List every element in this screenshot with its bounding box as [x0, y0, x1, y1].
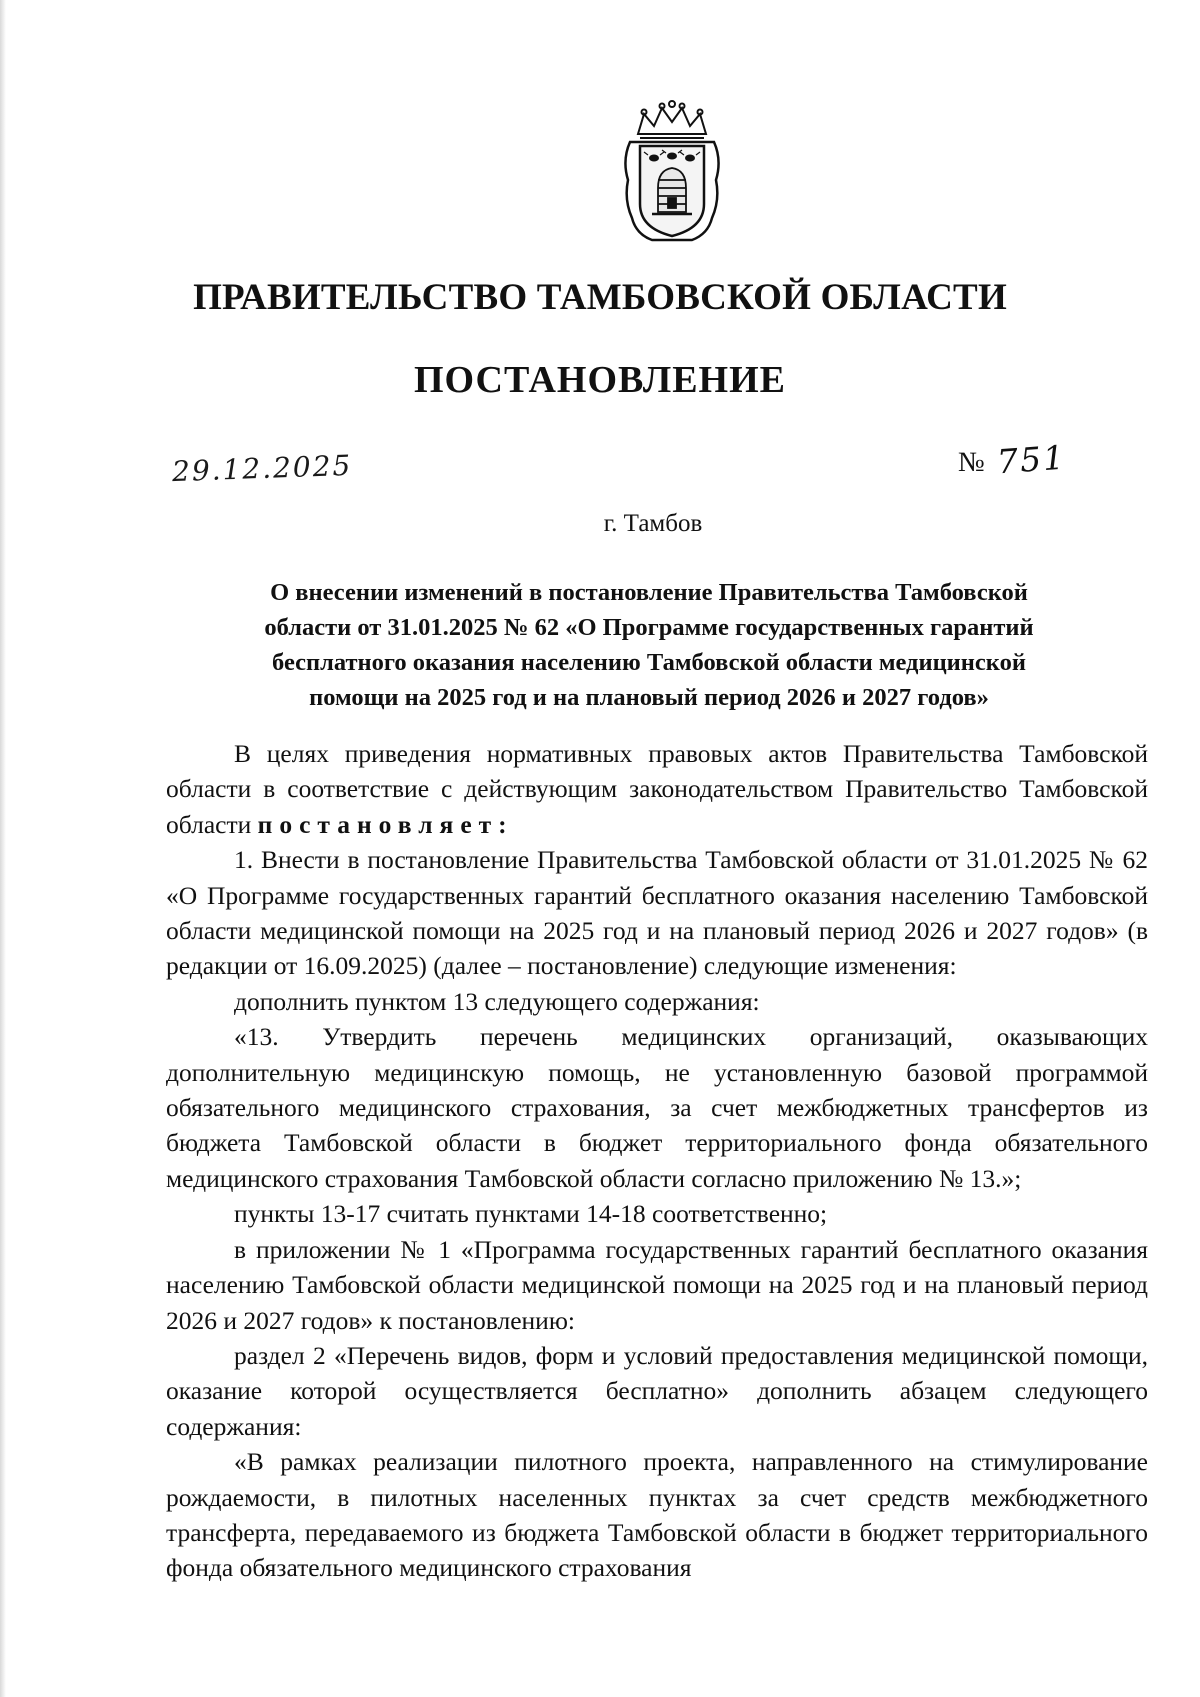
body-paragraph: дополнить пунктом 13 следующего содержания: [234, 986, 760, 1016]
body-paragraph: «13. Утвердить перечень медицинских организаций, оказывающих дополнительную медицинскую помощь, не установленную базовой программой обязательного медицинского страхования, за счет межбюджетных трансфертов из бюджета Тамбовской области в бюджет территориального фонда обязательного медицинского страхования Тамбовской области согласно приложению № 13.»; [166, 1022, 1148, 1193]
body-paragraph: пункты 13-17 считать пунктами 14-18 соответственно; [234, 1199, 828, 1229]
government-title: ПРАВИТЕЛЬСТВО ТАМБОВСКОЙ ОБЛАСТИ [193, 277, 1007, 318]
handwritten-number: 751 [995, 437, 1067, 482]
handwritten-date: 29.12.2025 [171, 448, 353, 489]
body-paragraph: раздел 2 «Перечень видов, форм и условий предоставления медицинской помощи, оказание которой осуществляется бесплатно» дополнить абзацем следующего содержания: [166, 1340, 1148, 1441]
preamble-text: В целях приведения нормативных правовых актов Правительства Тамбовской области в соответствие с действующим законодательством Правительство Тамбовской области [166, 739, 1148, 839]
resolves-word: постановляет: [257, 809, 514, 839]
document-number [958, 437, 1067, 482]
body-paragraph: в приложении № 1 «Программа государственных гарантий бесплатного оказания населению Тамбовской области медицинской помощи на 2025 год и на плановый период 2026 и 2027 годов» к постановлению: [166, 1234, 1148, 1335]
city-line: г. Тамбов [603, 510, 703, 537]
body-paragraph [166, 736, 1148, 842]
subject-line: бесплатного оказания населению Тамбовской области медицинской [272, 649, 1026, 676]
subject-line: помощи на 2025 год и на плановый период 2026 и 2027 годов» [309, 684, 989, 711]
document-type-title: ПОСТАНОВЛЕНИЕ [413, 359, 787, 401]
document-body [166, 736, 1148, 1586]
coat-of-arms-emblem [618, 100, 726, 250]
scan-edge [0, 0, 6, 1697]
body-paragraph: «В рамках реализации пилотного проекта, направленного на стимулирование рождаемости, в пилотных населенных пунктах за счет средств межбюджетного трансферта, передаваемого из бюджета Тамбовской области в бюджет территориального фонда обязательного медицинского страхования [166, 1447, 1148, 1583]
number-label: № [958, 447, 985, 478]
subject-line: О внесении изменений в постановление Правительства Тамбовской [270, 579, 1028, 606]
document-subject [190, 575, 1108, 715]
body-paragraph: 1. Внести в постановление Правительства Тамбовской области от 31.01.2025 № 62 «О Программе государственных гарантий бесплатного оказания населению Тамбовской области медицинской помощи на 2025 год и на плановый период 2026 и 2027 годов» (в редакции от 16.09.2025) (далее – постановление) следующие изменения: [166, 845, 1148, 981]
subject-line: области от 31.01.2025 № 62 «О Программе государственных гарантий [264, 614, 1034, 641]
